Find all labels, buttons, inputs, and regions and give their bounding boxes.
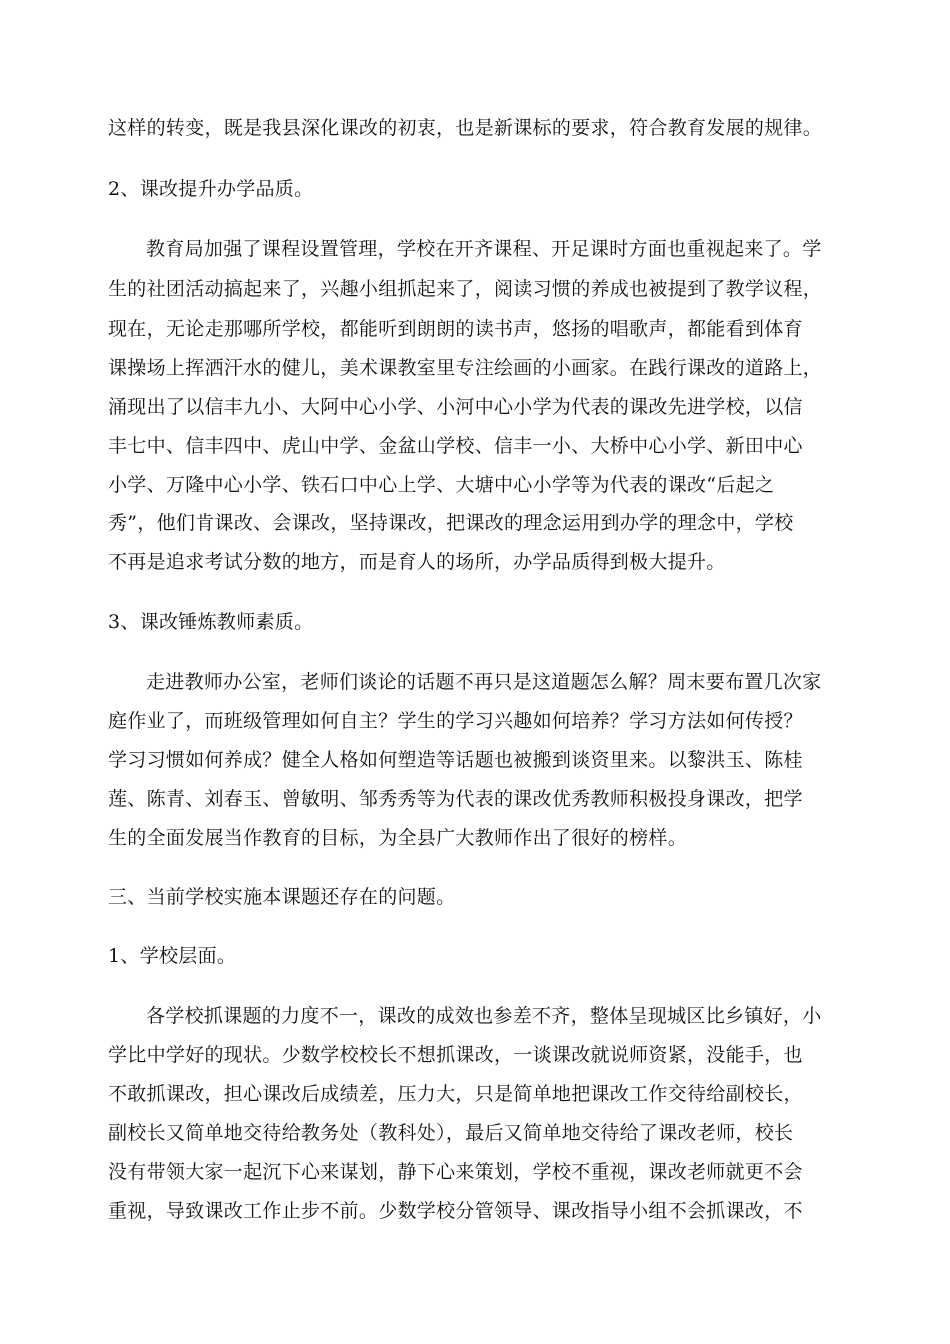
- text-line: 不再是追求考试分数的地方，而是育人的场所，办学品质得到极大提升。: [108, 551, 726, 573]
- text-line: 副校长又简单地交待给教务处（教科处），最后又简单地交待给了课改老师，校长: [108, 1122, 794, 1144]
- text-line: 现在，无论走那哪所学校，都能听到朗朗的读书声，悠扬的唱歌声，都能看到体育: [108, 318, 803, 340]
- text-line: 课操场上挥洒汗水的健儿，美术课教室里专注绘画的小画家。在践行课改的道路上，: [108, 357, 823, 379]
- text-line: 庭作业了，而班级管理如何自主？学生的学习兴趣如何培养？学习方法如何传授？: [108, 710, 803, 732]
- text-line: 秀”，他们肯课改、会课改，坚持课改，把课改的理念运用到办学的理念中，学校: [108, 512, 794, 534]
- text-line: 莲、陈青、刘春玉、曾敏明、邹秀秀等为代表的课改优秀教师积极投身课改，把学: [108, 788, 803, 810]
- text-line: 重视，导致课改工作止步不前。少数学校分管领导、课改指导小组不会抓课改，不: [108, 1200, 803, 1222]
- text-line: 丰七中、信丰四中、虎山中学、金盆山学校、信丰一小、大桥中心小学、新田中心: [108, 435, 803, 457]
- text-line: 小学、万隆中心小学、铁石口中心上学、大塘中心小学等为代表的课改“后起之: [108, 474, 775, 496]
- section-heading: 2、课改提升办学品质。: [108, 178, 314, 200]
- text-line: 生的社团活动搞起来了，兴趣小组抓起来了，阅读习惯的养成也被提到了教学议程，: [108, 278, 823, 300]
- text-line: 不敢抓课改，担心课改后成绩差，压力大，只是简单地把课改工作交待给副校长，: [108, 1083, 803, 1105]
- section-heading: 1、学校层面。: [108, 945, 237, 967]
- text-line: 各学校抓课题的力度不一，课改的成效也参差不齐，整体呈现城区比乡镇好，小: [146, 1005, 822, 1027]
- text-line: 涌现出了以信丰九小、大阿中心小学、小河中心小学为代表的课改先进学校，以信: [108, 396, 803, 418]
- section-heading: 3、课改锤炼教师素质。: [108, 611, 314, 633]
- text-line: 生的全面发展当作教育的目标，为全县广大教师作出了很好的榜样。: [108, 827, 688, 849]
- text-line: 这样的转变，既是我县深化课改的初衷，也是新课标的要求，符合教育发展的规律。: [108, 117, 823, 139]
- text-line: 学习习惯如何养成？健全人格如何塑造等话题也被搬到谈资里来。以黎洪玉、陈桂: [108, 749, 803, 771]
- text-line: 没有带领大家一起沉下心来谋划，静下心来策划，学校不重视，课改老师就更不会: [108, 1161, 803, 1183]
- text-line: 教育局加强了课程设置管理，学校在开齐课程、开足课时方面也重视起来了。学: [146, 238, 822, 260]
- text-line: 学比中学好的现状。少数学校校长不想抓课改，一谈课改就说师资紧，没能手，也: [108, 1044, 803, 1066]
- text-line: 走进教师办公室，老师们谈论的话题不再只是这道题怎么解？周末要布置几次家: [146, 671, 822, 693]
- section-heading: 三、当前学校实施本课题还存在的问题。: [108, 886, 456, 908]
